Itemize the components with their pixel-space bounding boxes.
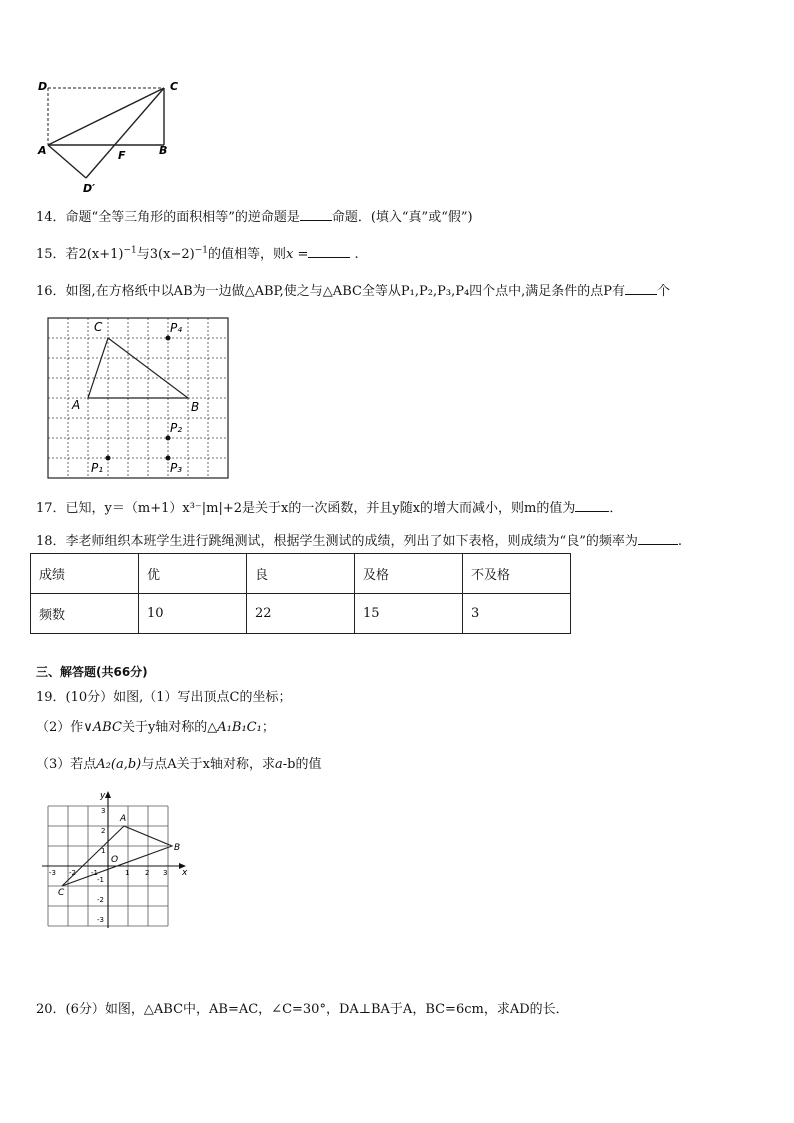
fold-figure bbox=[30, 76, 200, 198]
label-a: A bbox=[38, 144, 47, 157]
table-cell: 22 bbox=[247, 594, 355, 634]
answer-blank[interactable] bbox=[625, 280, 657, 295]
tick-label: -2 bbox=[69, 869, 76, 877]
table-cell: 良 bbox=[247, 554, 355, 594]
label-c: C bbox=[58, 888, 65, 898]
table-cell: 3 bbox=[463, 594, 571, 634]
question-16: 16．如图,在方格纸中以AB为一边做△ABP,使之与△ABC全等从P₁,P₂,P₃,P₄四个点中,满足条件的点P有 个 bbox=[36, 280, 670, 302]
tick-label: 1 bbox=[125, 869, 130, 877]
coordinate-grid bbox=[40, 788, 192, 930]
axis-y-label: y bbox=[100, 791, 106, 801]
table-cell: 及格 bbox=[355, 554, 463, 594]
section-title: 三、解答题(共66分) bbox=[36, 665, 148, 679]
table-cell: 成绩 bbox=[31, 554, 139, 594]
label-d: D bbox=[38, 80, 48, 93]
table-cell: 频数 bbox=[31, 594, 139, 634]
question-14: 14．命题“全等三角形的面积相等”的逆命题是 命题．(填入“真”或“假”) bbox=[36, 206, 473, 228]
label-b: B bbox=[159, 144, 168, 157]
tick-label: -3 bbox=[97, 916, 104, 924]
label-b: B bbox=[174, 843, 181, 853]
grid-figure bbox=[46, 316, 230, 480]
label-c: C bbox=[94, 320, 103, 334]
table-row bbox=[31, 594, 571, 634]
table-cell: 优 bbox=[139, 554, 247, 594]
label-p2: P₂ bbox=[170, 421, 183, 435]
tick-label: 3 bbox=[163, 869, 168, 877]
label-f: F bbox=[118, 149, 126, 162]
table-header-row bbox=[31, 554, 571, 594]
question-15: 15．若$2(x+1)^{-1}$与$3(x-2)^{-1}$的值相等，则x = . bbox=[36, 243, 359, 265]
tick-label: -2 bbox=[97, 896, 104, 904]
answer-blank[interactable] bbox=[638, 530, 678, 545]
origin-label: O bbox=[111, 855, 119, 865]
question-18: 18．李老师组织本班学生进行跳绳测试，根据学生测试的成绩，列出了如下表格，则成绩为“良”的频率为 . bbox=[36, 530, 682, 552]
label-b: B bbox=[191, 400, 200, 414]
question-17: 17．已知，y＝（m+1）x³⁻|m|+2是关于x的一次函数，并且y随x的增大而减小，则m的值为 ． bbox=[36, 497, 622, 519]
label-p1: P₁ bbox=[91, 461, 104, 475]
table-cell: 15 bbox=[355, 594, 463, 634]
axis-x-label: x bbox=[182, 868, 188, 878]
label-dprime: D′ bbox=[83, 182, 96, 195]
question-20: 20．(6分）如图，△ABC中，AB=AC，∠C=30°，DA⊥BA于A，BC=6cm，求AD的长． bbox=[36, 1002, 569, 1017]
tick-label: 2 bbox=[145, 869, 150, 877]
tick-label: 1 bbox=[101, 847, 106, 855]
label-p4: P₄ bbox=[170, 321, 183, 335]
score-table bbox=[30, 553, 571, 634]
tick-label: 2 bbox=[101, 827, 106, 835]
tick-label: -1 bbox=[97, 876, 104, 884]
tick-label: -1 bbox=[91, 869, 98, 877]
label-c: C bbox=[170, 80, 179, 93]
tick-label: 3 bbox=[101, 807, 106, 815]
question-19-line2: （2）作∨ABC关于y轴对称的△A₁B₁C₁； bbox=[36, 720, 275, 735]
question-19-line1: 19．(10分）如图,（1）写出顶点C的坐标； bbox=[36, 690, 292, 705]
answer-blank[interactable] bbox=[300, 206, 332, 221]
label-p3: P₃ bbox=[170, 461, 183, 475]
question-19-line3: （3）若点A₂(a,b)与点A关于x轴对称，求a-b的值 bbox=[36, 757, 322, 772]
answer-blank[interactable] bbox=[308, 243, 350, 258]
answer-blank[interactable] bbox=[575, 497, 609, 512]
label-a: A bbox=[120, 814, 127, 824]
label-a: A bbox=[72, 398, 81, 412]
table-cell: 不及格 bbox=[463, 554, 571, 594]
table-cell: 10 bbox=[139, 594, 247, 634]
tick-label: -3 bbox=[49, 869, 56, 877]
